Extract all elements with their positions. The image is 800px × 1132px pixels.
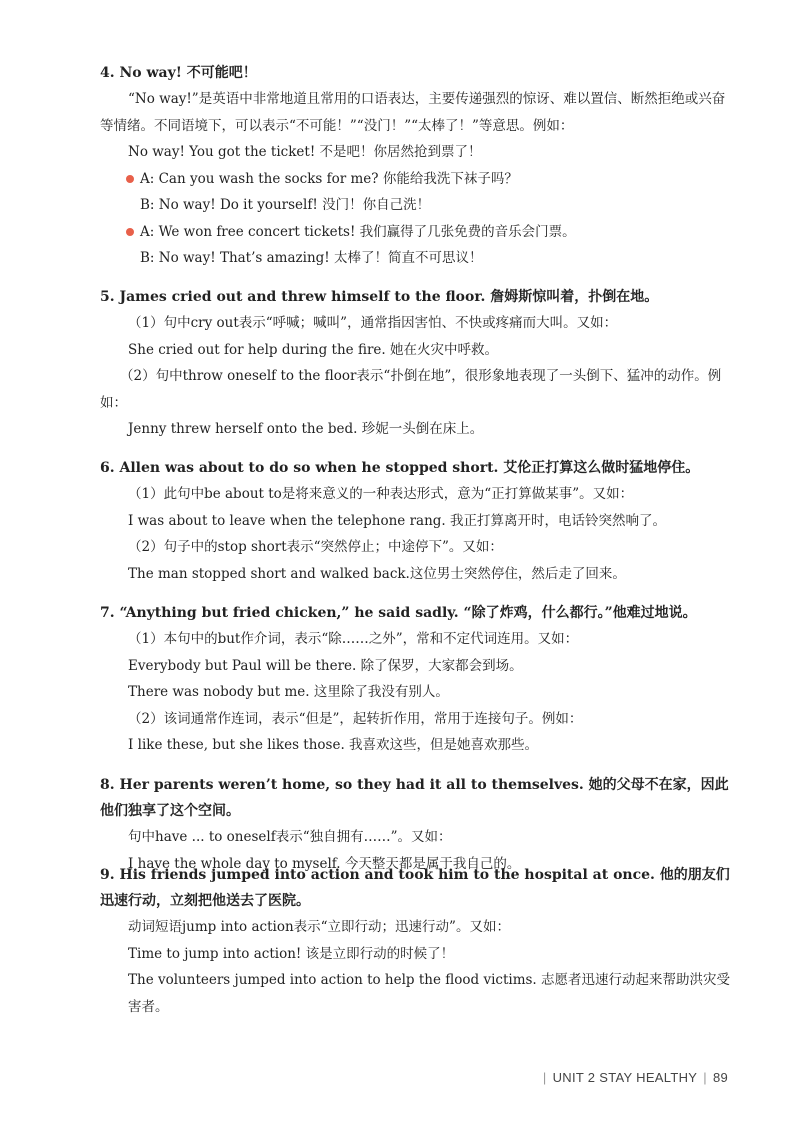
section-7 [100,600,730,759]
paragraph: 句中have ... to oneself表示“独自拥有……”。又如： [128,829,452,845]
section-heading: 6. Allen was about to do so when he stopped short. 艾伦正打算这么做时猛地停住。 [100,460,700,476]
section-6 [100,455,730,587]
paragraph: （1）本句中的but作介词，表示“除……之外”，常和不定代词连用。又如： [128,631,579,647]
page-number: 89 [712,1070,728,1085]
example-sentence: The volunteers jumped into action to help the flood victims. 志愿者迅速行动起来帮助洪灾受害者。 [128,972,731,1015]
section-heading: 8. Her parents weren’t home, so they had it all to themselves. 她的父母不在家，因此他们独享了这个空间。 [100,777,729,819]
paragraph: 动词短语jump into action表示“立即行动；迅速行动”。又如： [128,919,510,935]
section-9 [100,862,730,1020]
paragraph: （2）句子中的stop short表示“突然停止；中途停下”。又如： [128,539,503,555]
section-heading: 7. “Anything but fried chicken,” he said sadly. “除了炸鸡，什么都行。”他难过地说。 [100,605,697,621]
section-5 [100,284,730,443]
dialogue-line: A: Can you wash the socks for me? 你能给我洗下袜子吗？ [100,166,730,193]
example-sentence: Jenny threw herself onto the bed. 珍妮一头倒在床上。 [128,421,484,437]
example-sentence: Everybody but Paul will be there. 除了保罗，大家都会到场。 [128,657,523,674]
example-sentence: The man stopped short and walked back.这位男士突然停住，然后走了回来。 [128,565,626,582]
example-sentence: I like these, but she likes those. 我喜欢这些，但是她喜欢那些。 [128,737,539,753]
example-sentence: I have the whole day to myself. 今天整天都是属于我自己的。 [128,855,521,872]
example-sentence: There was nobody but me. 这里除了我没有别人。 [128,684,449,700]
paragraph: （1）句中cry out表示“呼喊；喊叫”，通常指因害怕、不快或疼痛而大叫。又如： [128,315,618,331]
section-heading: 4. No way! 不可能吧！ [100,65,257,81]
example-sentence: No way! You got the ticket! 不是吧！你居然抢到票了！ [128,144,482,160]
bullet-dot-icon [126,228,134,236]
page-footer [537,1070,728,1085]
section-heading: 5. James cried out and threw himself to the floor. 詹姆斯惊叫着，扑倒在地。 [100,289,659,305]
bullet-dot-icon [126,175,134,183]
paragraph: （2）该词通常作连词，表示“但是”，起转折作用，常用于连接句子。例如： [128,710,583,727]
paragraph: “No way!”是英语中非常地道且常用的口语表达，主要传递强烈的惊讶、难以置信、断然拒绝或兴奋等情绪。不同语境下，可以表示“不可能！”“没门！”“太棒了！”等意思。例如： [100,91,726,134]
dialogue-line: B: No way! That’s amazing! 太棒了！简直不可思议！ [140,250,483,266]
paragraph: （2）句中throw oneself to the floor表示“扑倒在地”，很形象地表现了一头倒下、猛冲的动作。例如： [100,368,722,411]
example-sentence: She cried out for help during the fire. 她在火灾中呼救。 [128,341,498,358]
dialogue-line: B: No way! Do it yourself! 没门！你自己洗！ [140,197,431,213]
dialogue-line: A: We won free concert tickets! 我们赢得了几张免费的音乐会门票。 [100,219,730,246]
example-sentence: Time to jump into action! 该是立即行动的时候了！ [128,945,455,962]
section-4 [100,60,730,272]
unit-title: UNIT 2 STAY HEALTHY [552,1070,698,1085]
footer-divider: | [542,1070,547,1085]
section-heading: 9. His friends jumped into action and took him to the hospital at once. 他的朋友们迅速行动，立刻把他送去了医院。 [100,867,730,909]
example-sentence: I was about to leave when the telephone rang. 我正打算离开时，电话铃突然响了。 [128,512,666,529]
paragraph: （1）此句中be about to是将来意义的一种表达形式，意为“正打算做某事”。又如： [128,486,634,502]
footer-divider: | [703,1070,707,1085]
